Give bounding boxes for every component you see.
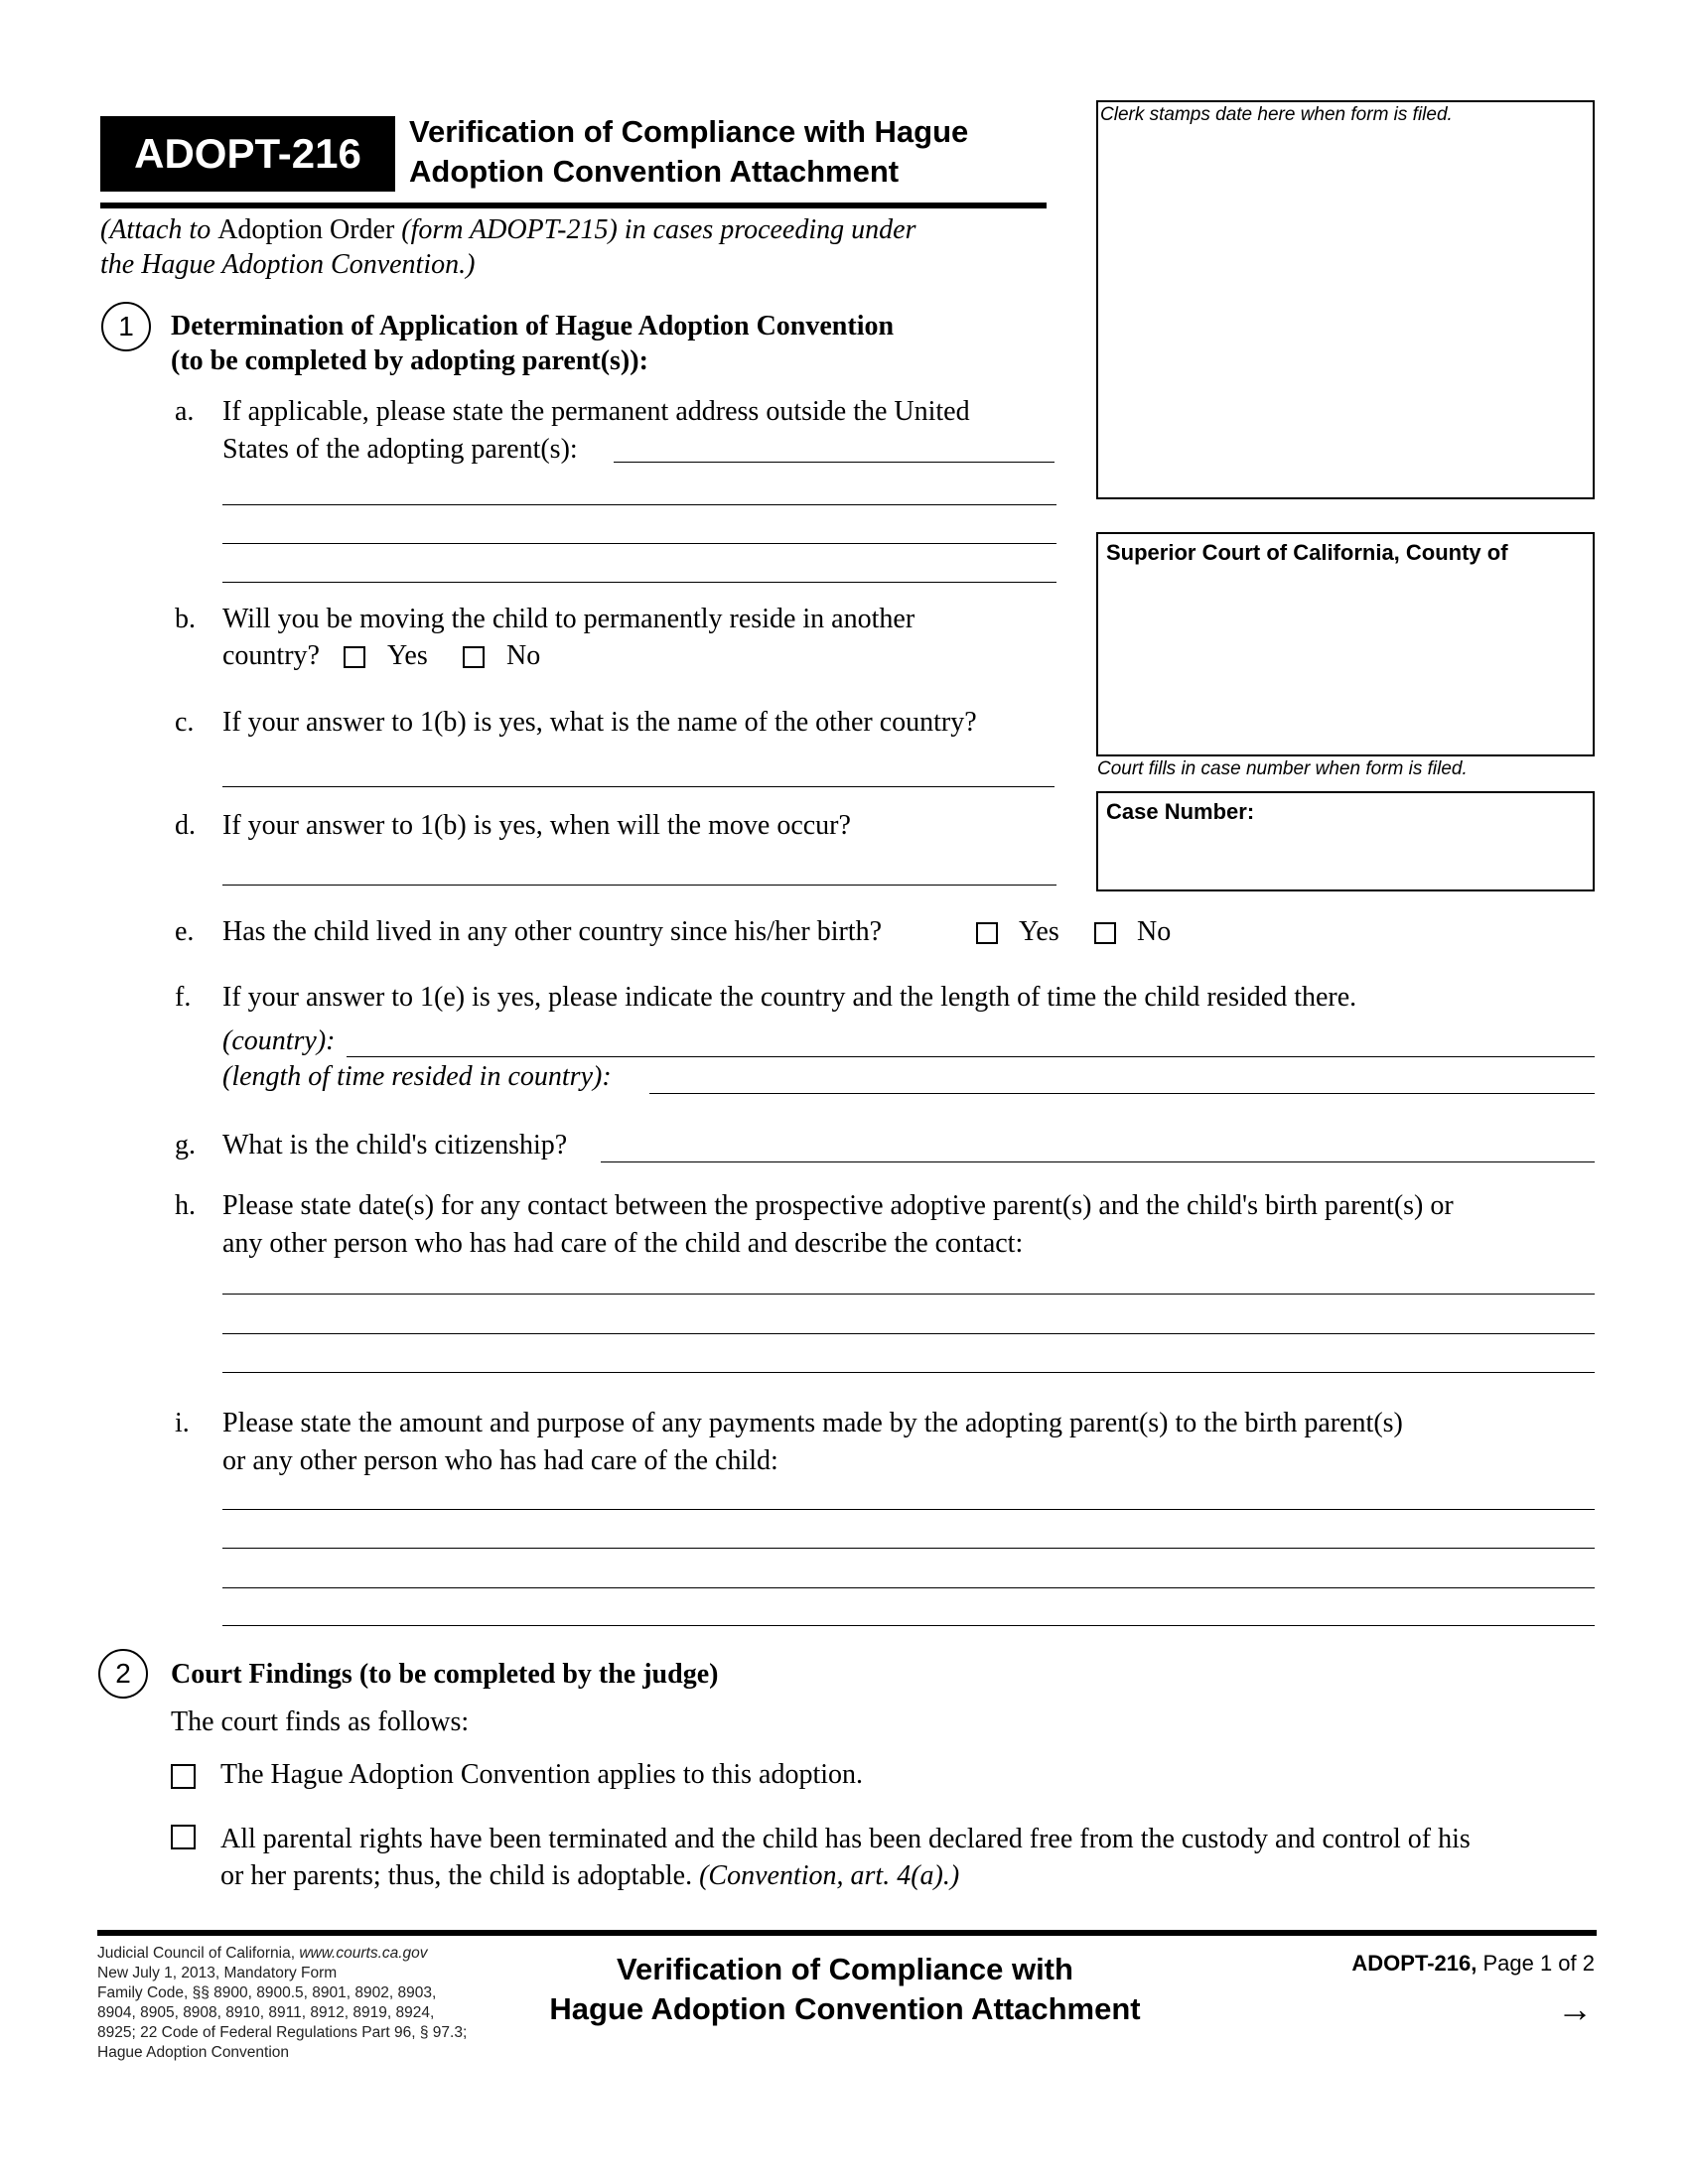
item-b-yes-checkbox[interactable] [344,646,365,668]
payments-field-3[interactable] [222,1587,1595,1588]
section2-number: 2 [98,1649,148,1699]
section1-heading2: (to be completed by adopting parent(s)): [171,345,648,376]
court-label: Superior Court of California, County of [1106,540,1508,565]
finding1-checkbox[interactable] [171,1764,196,1789]
item-h-label: h. [175,1190,196,1221]
clerk-stamp-box [1096,100,1595,499]
item-i-text2: or any other person who has had care of the child: [222,1445,778,1476]
item-e-yes-label: Yes [1019,916,1059,947]
footer-page-number: Page 1 of 2 [1477,1951,1595,1976]
citizenship-field[interactable] [601,1161,1595,1162]
footer-line1 [97,1944,467,1964]
item-a-text: If applicable, please state the permanent address outside the United [222,396,970,427]
section2-heading: Court Findings (to be completed by the judge) [171,1659,719,1690]
item-a-text2: States of the adopting parent(s): [222,434,578,465]
footer-council: Judicial Council of California, [97,1945,300,1962]
contact-field-2[interactable] [222,1333,1595,1334]
finding2-body: or her parents; thus, the child is adoptable. [220,1860,700,1891]
address-field-2[interactable] [222,504,1056,505]
item-d-text: If your answer to 1(b) is yes, when will the move occur? [222,810,851,841]
court-fills-label: Court fills in case number when form is filed. [1097,758,1468,779]
footer-source [97,1944,467,2063]
item-h-text2: any other person who has had care of the child and describe the contact: [222,1228,1024,1259]
header-rule [100,203,1047,208]
item-b-label: b. [175,604,196,634]
address-field[interactable] [614,462,1055,463]
attach-instruction [100,212,915,248]
case-number-box[interactable] [1096,791,1595,891]
form-title-line2: Adoption Convention Attachment [409,154,900,189]
footer-title-line1: Verification of Compliance with [617,1952,1073,1986]
payments-field[interactable] [222,1509,1595,1510]
country-label: (country): [222,1025,336,1056]
section1-heading: Determination of Application of Hague Adoption Convention [171,311,895,341]
finding2-checkbox[interactable] [171,1825,196,1849]
contact-field[interactable] [222,1294,1595,1295]
item-e-no-label: No [1137,916,1172,947]
footer-line5: 8925; 22 Code of Federal Regulations Part 96, § 97.3; [97,2024,468,2041]
section2-intro: The court finds as follows: [171,1706,470,1737]
item-h-text: Please state date(s) for any contact between the prospective adoptive parent(s) and the child's birth parent(s) or [222,1190,1454,1221]
address-field-3[interactable] [222,543,1056,544]
footer-rule [97,1930,1597,1936]
footer-page-info [1351,1950,1595,1978]
footer-url[interactable]: www.courts.ca.gov [299,1945,428,1962]
footer-line3: Family Code, §§ 8900, 8900.5, 8901, 8902, 8903, [97,1984,437,2001]
finding2-text: All parental rights have been terminated and the child has been declared free from the custody and control of his [220,1824,1471,1854]
item-f-text: If your answer to 1(e) is yes, please indicate the country and the length of time the child resided there. [222,982,1357,1013]
footer-line2: New July 1, 2013, Mandatory Form [97,1965,338,1981]
clerk-stamp-label: Clerk stamps date here when form is filed. [1100,104,1453,125]
payments-field-2[interactable] [222,1548,1595,1549]
item-e-yes-checkbox[interactable] [976,922,998,944]
payments-field-4[interactable] [222,1625,1595,1626]
attach-instruction-line2: the Hague Adoption Convention.) [100,249,476,280]
item-c-text: If your answer to 1(b) is yes, what is the name of the other country? [222,707,977,738]
country-field[interactable] [347,1056,1595,1057]
item-e-no-checkbox[interactable] [1094,922,1116,944]
item-a-label: a. [175,396,195,427]
item-f-label: f. [175,982,192,1013]
item-g-label: g. [175,1130,196,1160]
footer-line6: Hague Adoption Convention [97,2044,290,2061]
footer-line4: 8904, 8905, 8908, 8910, 8911, 8912, 8919, 8924, [97,2004,435,2021]
item-b-no-label: No [506,640,541,671]
address-field-4[interactable] [222,582,1056,583]
length-label: (length of time resided in country): [222,1061,612,1092]
item-e-text: Has the child lived in any other country since his/her birth? [222,916,883,947]
item-b-text: Will you be moving the child to permanently reside in another [222,604,915,634]
section1-number: 1 [101,302,151,351]
form-number-badge: ADOPT-216 [100,116,395,192]
case-number-label: Case Number: [1106,799,1255,824]
attach-post: (form ADOPT-215) in cases proceeding under [394,214,916,245]
footer-title-line2: Hague Adoption Convention Attachment [549,1991,1141,2026]
contact-field-3[interactable] [222,1372,1595,1373]
length-field[interactable] [649,1093,1595,1094]
attach-form: Adoption Order [217,214,395,245]
next-page-arrow-icon[interactable]: → [1557,1988,1593,2029]
item-b-no-checkbox[interactable] [463,646,485,668]
finding2-citation: (Convention, art. 4(a).) [699,1860,960,1891]
court-box[interactable] [1096,532,1595,756]
item-e-label: e. [175,916,195,947]
item-i-text: Please state the amount and purpose of any payments made by the adopting parent(s) to the birth parent(s) [222,1408,1403,1438]
other-country-field[interactable] [222,786,1055,787]
item-b-yes-label: Yes [387,640,428,671]
form-title-line1: Verification of Compliance with Hague [409,114,969,149]
item-d-label: d. [175,810,196,841]
finding1-text: The Hague Adoption Convention applies to this adoption. [220,1759,864,1790]
move-date-field[interactable] [222,885,1056,886]
finding2-text2 [220,1858,959,1894]
item-c-label: c. [175,707,195,738]
item-b-text2: country? [222,640,320,671]
footer-title [496,1950,1194,2029]
item-g-text: What is the child's citizenship? [222,1130,568,1160]
item-i-label: i. [175,1408,190,1438]
footer-form-number: ADOPT-216, [1351,1951,1477,1976]
attach-pre: (Attach to [100,214,218,245]
